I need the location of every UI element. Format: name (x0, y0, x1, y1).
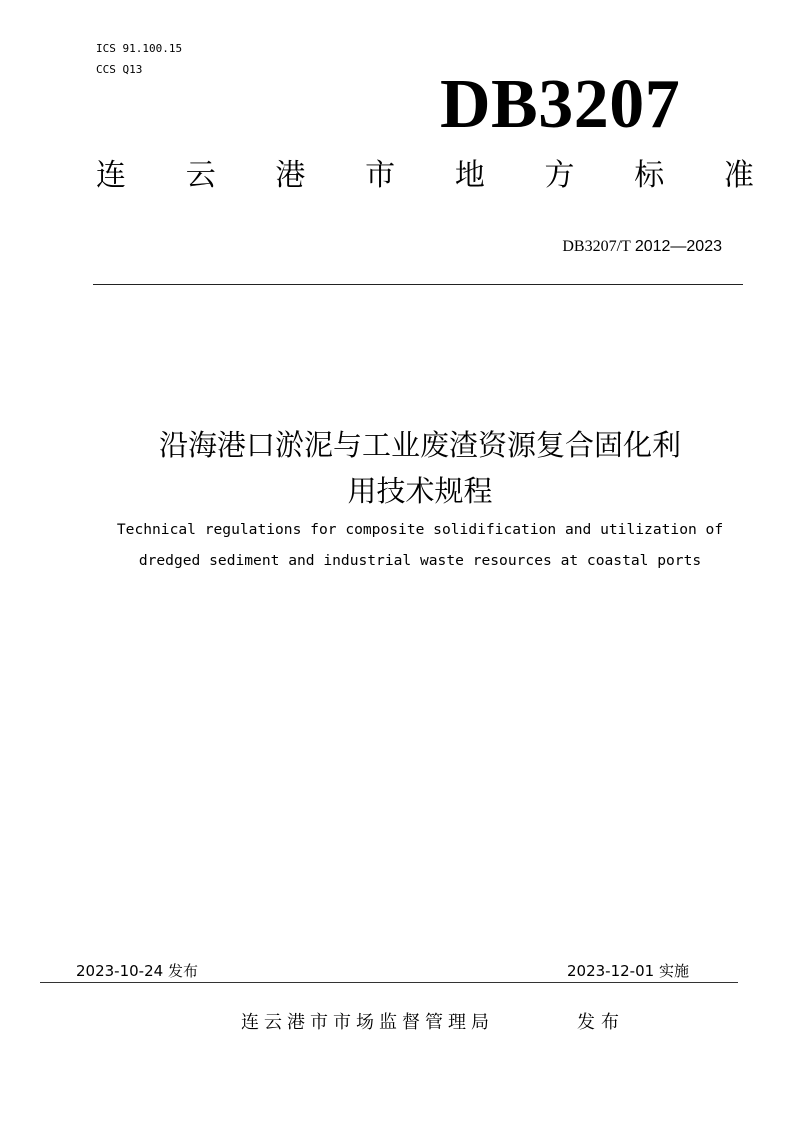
implementation-date (567, 960, 689, 981)
implementation-date-value: 2023-12-01 (567, 962, 655, 980)
footer-divider (40, 982, 738, 983)
issue-date (76, 960, 198, 981)
standard-type-char: 地 (454, 158, 485, 193)
standard-type-char: 标 (634, 158, 665, 193)
english-title (40, 514, 800, 576)
chinese-title-line: 沿海港口淤泥与工业废渣资源复合固化利 (158, 428, 681, 462)
standard-number-prefix: DB3207/T (562, 238, 631, 255)
standard-type-char: 方 (544, 158, 575, 193)
db-logo: DB3207 (440, 66, 681, 143)
issue-label: 发布 (167, 962, 198, 980)
chinese-title-line: 用技术规程 (347, 474, 493, 508)
english-title-line: dredged sediment and industrial waste resources at coastal ports (138, 552, 702, 569)
issue-date-value: 2023-10-24 (76, 962, 164, 980)
standard-type-char: 云 (185, 158, 216, 193)
ics-code: ICS 91.100.15 (96, 42, 183, 55)
publish-word: 发布 (577, 1012, 625, 1033)
standard-type-char: 市 (365, 158, 396, 193)
publisher: 连云港市市场监督管理局 (241, 1012, 494, 1033)
standard-type-char: 准 (723, 158, 754, 193)
chinese-title (60, 422, 780, 514)
english-title-line: Technical regulations for composite solidification and utilization of (116, 521, 724, 538)
standard-type (96, 156, 754, 196)
standard-type-char: 连 (96, 158, 126, 193)
standard-number (562, 238, 722, 256)
implementation-label: 实施 (658, 962, 689, 980)
standard-number-suffix: 2012—2023 (634, 238, 722, 255)
ccs-code: CCS Q13 (96, 63, 143, 76)
header-divider (93, 284, 743, 285)
standard-type-char: 港 (275, 158, 306, 193)
